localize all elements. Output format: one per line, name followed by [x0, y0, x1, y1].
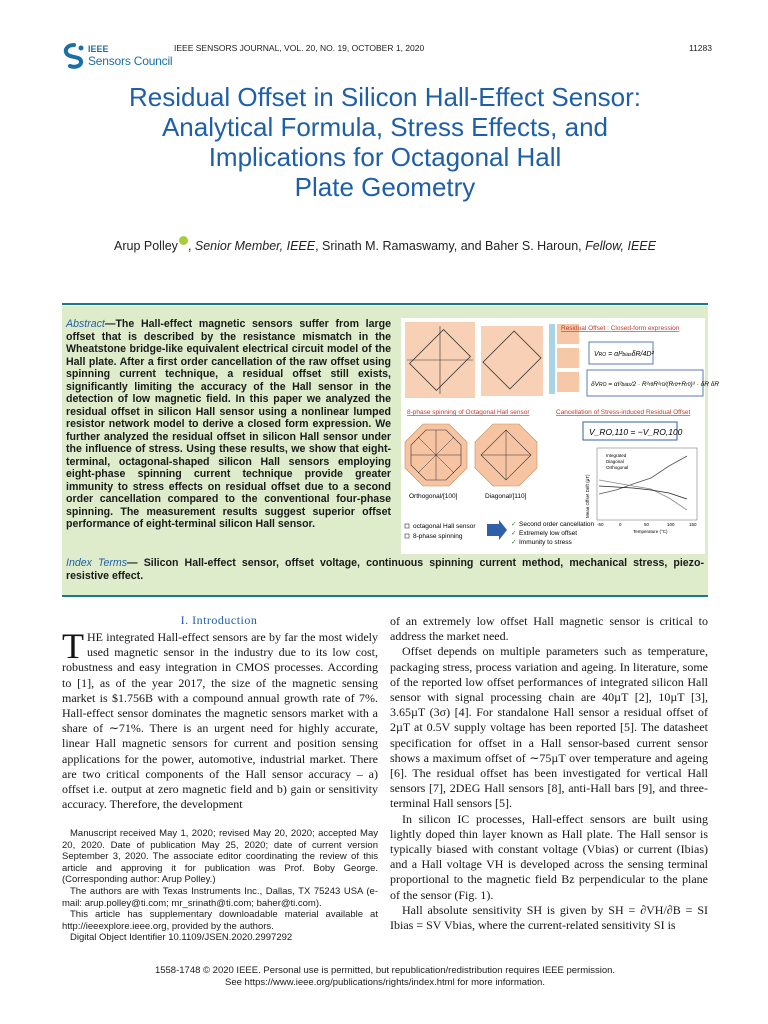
graphical-abstract — [401, 318, 720, 554]
divider — [62, 303, 708, 305]
index-terms-text: — Silicon Hall-effect sensor, offset voltage, continuous spinning current method, mechanical stress, piezo-resistive effect. — [66, 557, 704, 582]
title-line: Plate Geometry — [294, 172, 476, 202]
octagonal-hall-sensor-diagonal — [475, 424, 537, 486]
x-tick: 50 — [644, 522, 650, 527]
intro-text: HE integrated Hall-effect sensors are by far the most widely used magnetic sensor in the industry due to its low cost, robustness and easy integration in CMOS processes. According to [1], as of the year 2017, the size of the magnetic sensing market is $1.756B with a compound annual growth rate of 7%. Hall-effect sensor dominates the magnetic sensors market with a share of ∼71%. There is an urgent need for highly accurate, linear Hall magnetic sensors for current and position sensing applications for the power, automotive, industrial market. There are two critical components of the Hall sensor accuracy – a) offset i.e. output at zero magnetic field and b) gain or sensitivity accuracy. Therefore, the development — [62, 630, 378, 812]
body-column-right — [390, 614, 708, 933]
page-number: 11283 — [688, 43, 712, 53]
offset-drift-chart — [585, 448, 697, 534]
orcid-icon[interactable] — [179, 236, 188, 245]
body-paragraph: In silicon IC processes, Hall-effect sensors are built using lightly doped thin layer known as Hall plate. The Hall sensor is typically biased with constant voltage (Vbias) or current (Ibias) and a Hall voltage VH is developed across the sensing terminal proportional to the magnetic field Bz perpendicular to the plane of the sensor (Fig. 1). — [390, 811, 708, 902]
index-terms-label: Index Terms — [66, 557, 128, 569]
arrow-icon — [487, 520, 507, 540]
legend-entry: Orthogonal — [606, 465, 629, 470]
footnote: The authors are with Texas Instruments Inc., Dallas, TX 75243 USA (e-mail: arup.polley@ti.com; mr_srinath@ti.com; baher@ti.com). — [62, 885, 378, 909]
drop-cap: T — [62, 626, 84, 666]
x-tick: 100 — [667, 522, 675, 527]
copyright-notice — [62, 965, 708, 988]
footnote: Manuscript received May 1, 2020; revised May 20, 2020; accepted May 20, 2020. Date of publication May 25, 2020; date of current version September 3, 2020. The associate editor coordinating the review of this article and approving it for publication was Prof. Boby George. (Corresponding author: Arup Polley.) — [62, 828, 378, 886]
author-list: Arup Polley , Senior Member, IEEE, Srinath M. Ramaswamy, and Baher S. Haroun, Fellow, IEEE — [60, 236, 710, 253]
bullet-text: Extremely low offset — [519, 530, 578, 537]
index-terms — [66, 557, 704, 582]
check-icon: ✓ — [511, 530, 517, 537]
x-axis-label: Temperature (°C) — [633, 529, 668, 534]
x-tick: 0 — [619, 522, 622, 527]
author-name: Arup Polley — [114, 239, 178, 253]
spinning-heading: 8-phase spinning of Octagonal Hall sensor — [407, 409, 530, 416]
check-icon: ✓ — [511, 539, 517, 546]
body-column-left — [62, 626, 378, 812]
bullet-text: Second order cancellation — [519, 521, 595, 528]
abstract — [66, 318, 391, 531]
formula-vro: VRO = αI²biasδR/4D² — [594, 351, 654, 358]
check-icon: ✓ — [511, 521, 517, 528]
x-tick: -50 — [597, 522, 604, 527]
author-names: , Srinath M. Ramaswamy, and Baher S. Haroun, — [315, 239, 586, 253]
body-paragraph: Offset depends on multiple parameters such as temperature, packaging stress, process variation and ageing. In literature, some of the reported low offset performances of integrated silicon Hall sensor with signal processing chain are 40µT [2], 10µT [3], 3.65µT (3σ) [4]. For standalone Hall sensor a residual offset of 2µT at 0.5V supply voltage has been reported [5]. The datasheet specification for offset in a Hall sensor-based current sensor shows a maximum offset of ∼75µT over temperature and ageing [6]. The residual offset has been investigated for vertical Hall sensors [7], 2DEG Hall sensors [8], anti-Hall bars [9], and three-terminal Hall sensors [5]. — [390, 644, 708, 811]
abstract-label: Abstract — [66, 318, 105, 330]
bullet-text: octagonal Hall sensor — [413, 523, 476, 530]
section-heading: I. Introduction — [180, 613, 258, 627]
logo-council-text: Sensors Council — [88, 54, 173, 68]
page-header — [62, 40, 712, 72]
paper-title — [60, 82, 710, 202]
cancellation-heading: Cancellation of Stress-induced Residual Offset — [556, 409, 691, 416]
hall-plate-diagram — [405, 322, 543, 398]
logo-ieee-text: IEEE — [88, 44, 109, 54]
legend-entry: Integrated — [606, 453, 627, 458]
formula-cancel: V_RO,110 = −V_RO,100 — [589, 427, 683, 437]
bullet-icon — [405, 524, 409, 528]
copyright-line: See https://www.ieee.org/publications/rights/index.html for more information. — [225, 976, 545, 988]
bullet-text: 8-phase spinning — [413, 533, 463, 540]
intro-paragraph — [62, 626, 378, 812]
ieee-sensors-council-logo — [62, 43, 182, 71]
formula-dvro: δVRO = αI²bias/2 · R²rθR²r0/(Rrθ+Rr0)³ · δR δR — [591, 381, 720, 388]
label-diagonal: Diagonal/[110] — [485, 493, 527, 500]
divider — [62, 595, 708, 597]
bullet-icon — [405, 534, 409, 538]
label-orthogonal: Orthogonal/[100] — [409, 493, 458, 500]
x-tick: 150 — [689, 522, 697, 527]
body-paragraph: Hall absolute sensitivity SH is given by SH = ∂VH/∂B = SI Ibias = SV Vbias, where the current-related sensitivity SI is — [390, 902, 708, 933]
journal-citation: IEEE SENSORS JOURNAL, VOL. 20, NO. 19, OCTOBER 1, 2020 — [174, 43, 425, 53]
abstract-text: —The Hall-effect magnetic sensors suffer from large offset that is described by the resistance mismatch in the Wheatstone bridge-like equivalent electrical circuit model of the Hall plate. After a first order cancellation of the raw offset using spinning current technique, a residual offset still exists, significantly limiting the accuracy of the Hall sensor in the detection of low magnetic field. In this paper we analyzed the residual offset in silicon Hall sensor using a nonlinear lumped resistor network model to derive a closed form expression. We further analyzed the residual offset in silicon Hall sensor under the influence of stress. Using these results, we show that eight-terminal, octagonal-shaped silicon Hall sensors employing eight-phase spinning current technique provide greater immunity to stress effects on residual offset due to a second order cancellation compared to the conventional four-phase spinning. The measurement results suggest superior offset performance of eight-terminal silicon Hall sensor. — [66, 318, 391, 530]
title-line: Residual Offset in Silicon Hall-Effect Sensor: — [128, 82, 642, 112]
legend-entry: Diagonal — [606, 459, 624, 464]
y-axis-label: Mean Offset Drift (µT) — [585, 474, 590, 518]
author-role: Senior Member, IEEE — [194, 239, 316, 253]
author-role: Fellow, IEEE — [585, 239, 656, 253]
bullet-text: Immunity to stress — [519, 539, 572, 546]
logo-mark-icon — [62, 43, 86, 69]
body-paragraph: of an extremely low offset Hall magnetic sensor is critical to address the market need. — [390, 614, 708, 644]
footnote: This article has supplementary downloadable material available at http://ieeexplore.ieee.org, provided by the authors. — [62, 909, 378, 932]
residual-offset-heading: Residual Offset : Closed-form expression — [561, 325, 680, 332]
title-line: Analytical Formula, Stress Effects, and — [161, 112, 609, 142]
title-line: Implications for Octagonal Hall — [208, 142, 562, 172]
footnote: Digital Object Identifier 10.1109/JSEN.2020.2997292 — [70, 932, 293, 944]
copyright-line: 1558-1748 © 2020 IEEE. Personal use is permitted, but republication/redistribution requires IEEE permission. — [154, 965, 616, 976]
octagonal-hall-sensor-orthogonal — [405, 424, 467, 486]
footnotes — [62, 828, 378, 944]
